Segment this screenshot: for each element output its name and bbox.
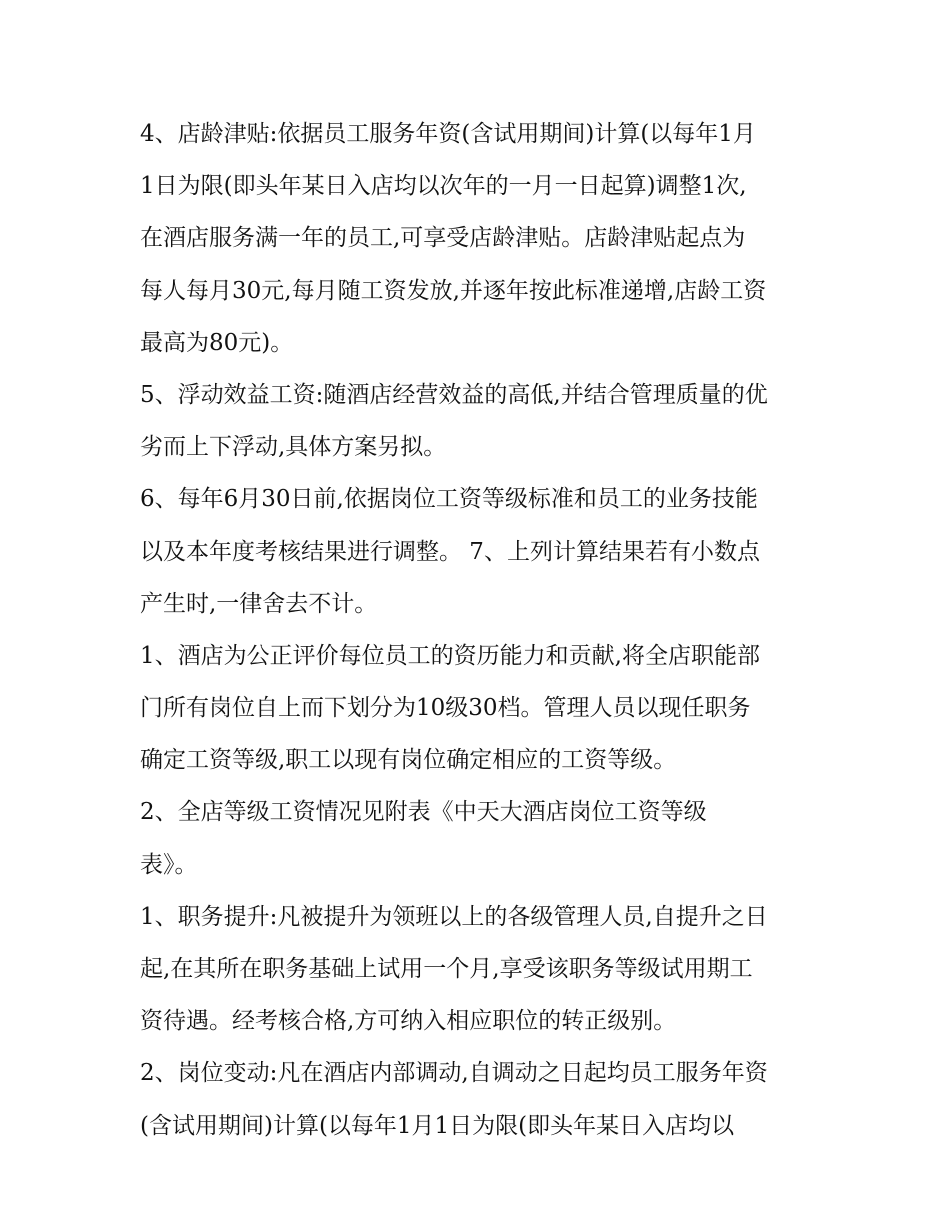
text-line: 1日为限(即头年某日入店均以次年的一月一日起算)调整1次, [140,173,747,200]
text-line: 确定工资等级,职工以现有岗位确定相应的工资等级。 [140,747,677,774]
text-line: 门所有岗位自上而下划分为10级30档。管理人员以现任职务 [140,695,751,722]
text-line: 4、店龄津贴:依据员工服务年资(含试用期间)计算(以每年1月 [140,121,756,147]
text-line: 每人每月30元,每月随工资发放,并逐年按此标准递增,店龄工资 [140,277,767,304]
text-line: 起,在其所在职务基础上试用一个月,享受该职务等级试用期工 [140,956,753,982]
text-line: 劣而上下浮动,具体方案另拟。 [140,434,447,461]
text-line: 1、职务提升:凡被提升为领班以上的各级管理人员,自提升之日 [140,903,768,930]
text-line: (含试用期间)计算(以每年1月1日为限(即头年某日入店均以 [140,1112,735,1139]
text-line: 5、浮动效益工资:随酒店经营效益的高低,并结合管理质量的优 [140,381,768,408]
text-line: 资待遇。经考核合格,方可纳入相应职位的转正级别。 [140,1008,677,1035]
text-line: 表》。 [140,851,198,878]
text-line: 产生时,一律舍去不计。 [140,590,378,617]
text-line: 最高为80元)。 [140,329,294,356]
text-line: 2、全店等级工资情况见附表《中天大酒店岗位工资等级 [140,799,707,826]
text-line: 以及本年度考核结果进行调整。 7、上列计算结果若有小数点 [140,538,760,565]
text-line: 2、岗位变动:凡在酒店内部调动,自调动之日起均员工服务年资 [140,1060,768,1087]
text-line: 1、酒店为公正评价每位员工的资历能力和贡献,将全店职能部 [140,642,760,669]
document-body-text [140,108,830,1152]
text-line: 6、每年6月30日前,依据岗位工资等级标准和员工的业务技能 [140,486,758,513]
text-line: 在酒店服务满一年的员工,可享受店龄津贴。店龄津贴起点为 [140,225,746,252]
